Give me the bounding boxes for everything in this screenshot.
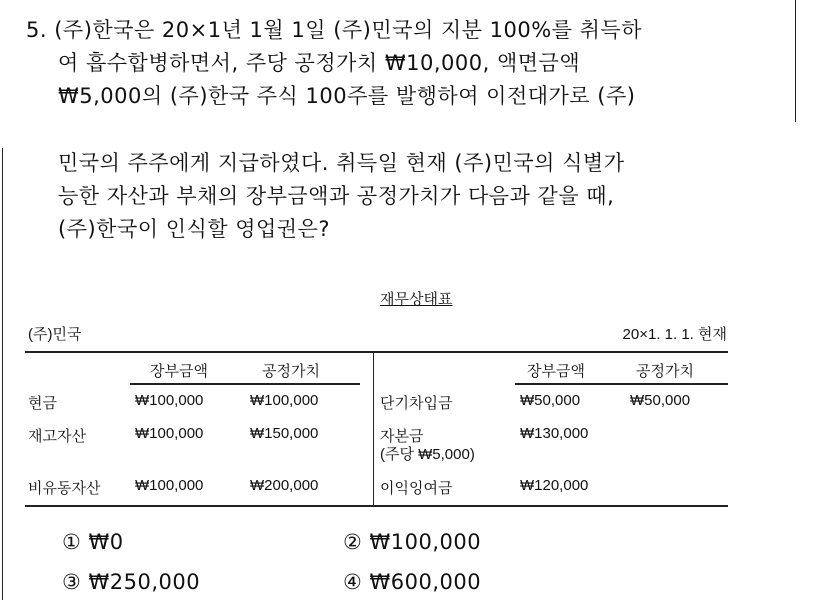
table-center-divider — [373, 352, 374, 506]
table-top-rule — [25, 351, 728, 353]
statement-date: 20×1. 1. 1. 현재 — [622, 326, 727, 343]
left-row-label: 재고자산 — [28, 428, 86, 445]
right-row-label: 단기차입금 — [380, 395, 453, 412]
choice-4[interactable]: ④ ₩600,000 — [343, 570, 482, 594]
right-row-book: ₩120,000 — [520, 477, 589, 494]
right-row-sublabel: (주당 ₩5,000) — [380, 446, 475, 463]
choice-3[interactable]: ③ ₩250,000 — [62, 570, 201, 594]
question-line-3: ₩5,000의 (주)한국 주식 100주를 발행하여 이전대가로 (주) — [58, 84, 636, 108]
left-row-book: ₩100,000 — [135, 477, 204, 494]
right-row-fair: ₩50,000 — [630, 392, 691, 409]
left-row-fair: ₩100,000 — [250, 392, 319, 409]
left-border — [2, 148, 3, 600]
left-row-label: 현금 — [28, 395, 57, 412]
right-row-book: ₩50,000 — [520, 392, 581, 409]
header-fair-value-left: 공정가치 — [262, 363, 320, 380]
question-line-6: (주)한국이 인식할 영업권은? — [58, 217, 331, 241]
question-line-4: 민국의 주주에게 지급하였다. 취득일 현재 (주)민국의 식별가 — [58, 151, 625, 175]
header-book-value-left: 장부금액 — [150, 363, 208, 380]
choice-2[interactable]: ② ₩100,000 — [343, 530, 482, 554]
right-row-book: ₩130,000 — [520, 425, 589, 442]
right-row-label: 자본금 — [380, 428, 424, 445]
question-line-2: 여 흡수합병하면서, 주당 공정가치 ₩10,000, 액면금액 — [58, 51, 581, 75]
statement-title: 재무상태표 — [380, 291, 453, 308]
question-line-5: 능한 자산과 부채의 장부금액과 공정가치가 다음과 같을 때, — [58, 184, 615, 208]
choice-1[interactable]: ① ₩0 — [62, 530, 124, 554]
right-header-rule — [515, 383, 728, 385]
left-header-rule — [130, 383, 360, 385]
right-border — [795, 0, 796, 122]
left-row-fair: ₩150,000 — [250, 425, 319, 442]
question-line-1: 5. (주)한국은 20×1년 1월 1일 (주)민국의 지분 100%를 취득하 — [26, 18, 643, 42]
statement-company: (주)민국 — [28, 326, 82, 343]
left-row-fair: ₩200,000 — [250, 477, 319, 494]
right-row-label: 이익잉여금 — [380, 480, 453, 497]
left-row-label: 비유동자산 — [28, 480, 101, 497]
left-row-book: ₩100,000 — [135, 392, 204, 409]
table-bottom-rule — [25, 505, 728, 507]
header-book-value-right: 장부금액 — [527, 363, 585, 380]
left-row-book: ₩100,000 — [135, 425, 204, 442]
header-fair-value-right: 공정가치 — [636, 363, 694, 380]
